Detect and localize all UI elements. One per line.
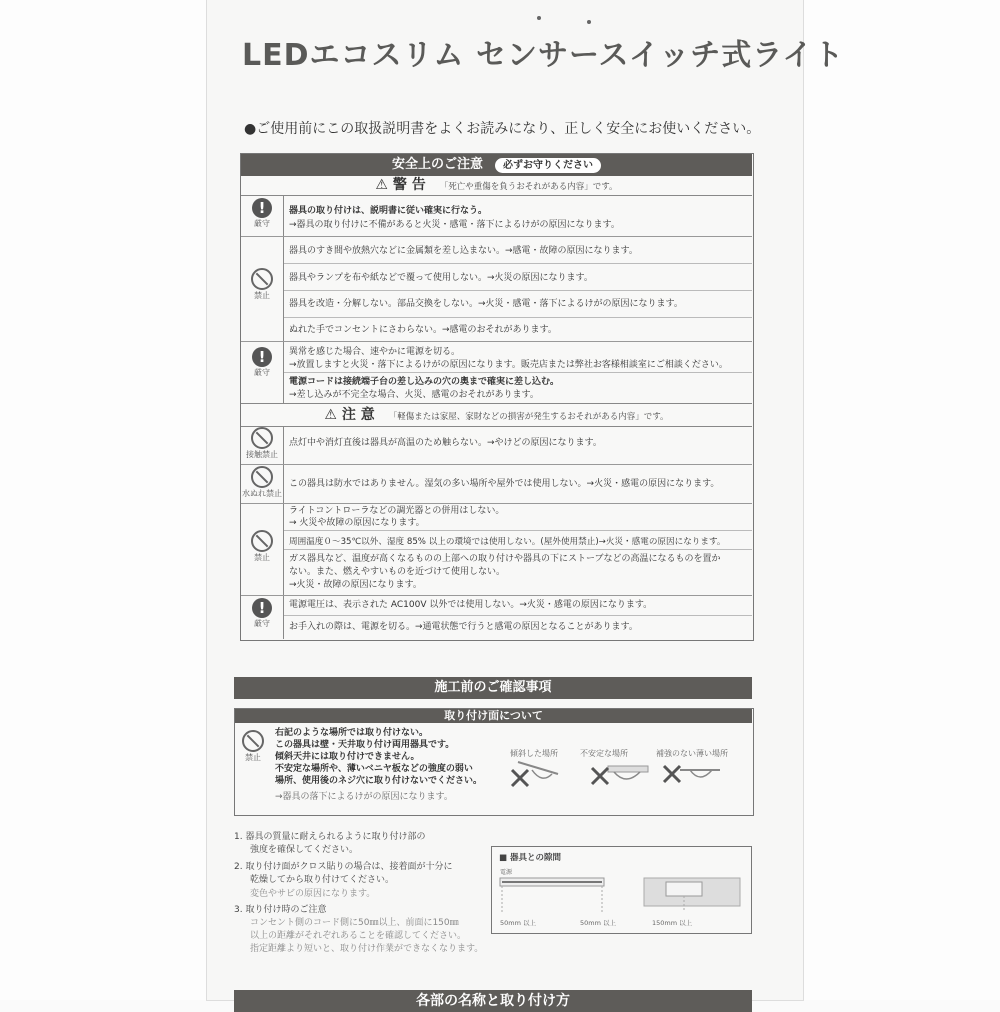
mandatory-icon-cell (243, 598, 281, 629)
step-3-line1: 3. 取り付け時のご注意 (234, 905, 327, 915)
warning-row-3: 器具やランプを布や紙などで覆って使用しない。→火災の原因になります。 (289, 273, 593, 283)
clearance-dim-1: 50mm 以上 (500, 919, 537, 927)
caution-row-1: 点灯中や消灯直後は器具が高温のため触らない。→やけどの原因になります。 (289, 438, 602, 448)
warning-header (241, 176, 752, 196)
warning-title: ⚠ 警 告 (375, 177, 426, 193)
exclamation-icon: ! (252, 598, 272, 618)
row-divider (284, 372, 752, 373)
row-divider (284, 317, 752, 318)
prohibited-icon-cell (243, 530, 281, 563)
clearance-dim-3: 150mm 以上 (652, 919, 693, 927)
warning-row-4: 器具を改造・分解しない。部品交換をしない。→火災・感電・落下によるけがの原因になります。 (289, 299, 683, 309)
mounting-line-2: この器具は壁・天井取り付け両用器具です。 (275, 740, 455, 750)
page-title: LEDエコスリム センサースイッチ式ライト (242, 38, 845, 73)
exclamation-icon: ! (252, 347, 272, 367)
row-divider (284, 290, 752, 291)
caution-row-7: お手入れの際は、電源を切る。→通電状態で行うと感電の原因となることがあります。 (289, 622, 638, 632)
caution-row-5-line3: →火災・故障の原因になります。 (289, 580, 422, 590)
background-right (803, 0, 1000, 1000)
warning-row-1-title: 器具の取り付けは、説明書に従い確実に行なう。 (289, 206, 488, 216)
no-touch-icon-cell (243, 427, 281, 460)
mounting-line-1: 右記のような場所では取り付けない。 (275, 728, 429, 738)
safety-header (241, 154, 752, 176)
intro-text: ●ご使用前にこの取扱説明書をよくお読みになり、正しく安全にお使いください。 (244, 121, 761, 137)
row-divider (284, 263, 752, 264)
clearance-diagram (494, 872, 748, 922)
prohibited-icon-cell (238, 730, 268, 763)
warning-row-5: ぬれた手でコンセントにさわらない。→感電のおそれがあります。 (289, 325, 557, 335)
sloped-ceiling-illustration (512, 762, 558, 786)
punch-hole (537, 16, 541, 20)
prohibited-icon (242, 730, 264, 752)
clearance-title: ■ 器具との隙間 (499, 853, 561, 863)
caution-row-5-line1: ガス器具など、温度が高くなるものの上部への取り付けや器具の下にストーブなどの高温になるものを置か (289, 554, 721, 564)
warning-row-2: 器具のすき間や放熱穴などに金属類を差し込まない。→感電・故障の原因になります。 (289, 246, 638, 256)
caution-row-3-detail: → 火災や故障の原因になります。 (289, 518, 425, 528)
icon-label: 接触禁止 (246, 450, 278, 459)
icon-label: 禁止 (245, 753, 261, 762)
caution-row-6: 電源電圧は、表示された AC100V 以外では使用しない。→火災・感電の原因になります。 (289, 600, 653, 610)
mandatory-icon-cell (243, 347, 281, 378)
step-3-line2: コンセント側のコード側に50㎜以上、前面に150㎜ (250, 918, 459, 928)
unstable-place-illustration (592, 766, 648, 784)
prohibited-icon-cell (243, 268, 281, 301)
step-2-line3: 変色やサビの原因になります。 (250, 889, 376, 899)
icon-label: 禁止 (254, 553, 270, 562)
no-water-icon-cell (241, 466, 283, 499)
prohibited-icon (251, 268, 273, 290)
warning-row-6-title: 異常を感じた場合、速やかに電源を切る。 (289, 347, 461, 357)
safety-header-title: 安全上のご注意 (391, 157, 483, 172)
punch-hole (587, 20, 591, 24)
row-divider (284, 615, 752, 616)
prohibited-icon (251, 427, 273, 449)
exclamation-icon: ! (252, 198, 272, 218)
parts-header: 各部の名称と取り付け方 (234, 990, 752, 1012)
mounting-line-5: 場所、使用後のネジ穴に取り付けないでください。 (275, 776, 483, 786)
safety-header-pill: 必ずお守りください (495, 158, 601, 173)
caution-row-2: この器具は防水ではありません。湿気の多い場所や屋外では使用しない。→火災・感電の原因になります。 (289, 479, 720, 489)
clearance-dim-2: 50mm 以上 (580, 919, 617, 927)
icon-column-divider (283, 426, 284, 639)
row-divider (241, 341, 752, 342)
caution-header (241, 403, 752, 427)
row-divider (241, 236, 752, 237)
row-divider (241, 595, 752, 596)
place-label-unstable: 不安定な場所 (580, 749, 628, 758)
row-divider (284, 530, 752, 531)
mounting-surface-header: 取り付け面について (235, 709, 752, 723)
place-label-sloped: 傾斜した場所 (510, 749, 558, 758)
thin-unreinforced-illustration (664, 766, 720, 782)
mounting-illustrations (508, 760, 748, 796)
caution-row-3-title: ライトコントローラなどの調光器との併用はしない。 (289, 506, 505, 516)
icon-label: 厳守 (254, 368, 270, 377)
caution-title: ⚠ 注 意 (324, 407, 375, 423)
step-2-line2: 乾燥してから取り付けてください。 (250, 875, 395, 885)
place-label-thin: 補強のない薄い場所 (656, 749, 728, 758)
caution-row-4: 周囲温度０～35℃以外、湿度 85% 以上の環境では使用しない。(屋外使用禁止)→火災・感電の原因になります。 (289, 537, 726, 547)
pre-install-header: 施工前のご確認事項 (234, 677, 752, 699)
mounting-line-4: 不安定な場所や、薄いベニヤ板などの強度の弱い (275, 764, 473, 774)
mounting-line-3: 傾斜天井には取り付けできません。 (275, 752, 420, 762)
caution-note: 「軽傷または家屋、家財などの損害が発生するおそれがある内容」です。 (388, 412, 669, 422)
step-2-line1: 2. 取り付け面がクロス貼りの場合は、接着面が十分に (234, 862, 453, 872)
warning-row-6-detail: →放置しますと火災・落下によるけがの原因になります。販売店または弊社お客様相談室にご相談ください。 (289, 360, 728, 370)
row-divider (284, 549, 752, 550)
icon-label: 厳守 (254, 619, 270, 628)
mounting-line-6: →器具の落下によるけがの原因になります。 (275, 792, 453, 802)
step-3-line4: 指定距離より短いと、取り付け作業ができなくなります。 (250, 944, 484, 954)
warning-note: 「死亡や重傷を負うおそれがある内容」です。 (439, 182, 618, 192)
warning-row-1-detail: →器具の取り付けに不備があると火災・感電・落下によるけがの原因になります。 (289, 220, 620, 230)
clearance-label-top: 電源 (500, 869, 513, 876)
prohibited-icon (251, 530, 273, 552)
warning-row-7-title: 電源コードは接続端子台の差し込みの穴の奥まで確実に差し込む。 (289, 377, 560, 387)
icon-label: 厳守 (254, 219, 270, 228)
step-3-line3: 以上の距離がそれぞれあることを確認してください。 (250, 931, 467, 941)
prohibited-icon (251, 466, 273, 488)
warning-row-7-detail: →差し込みが不完全な場合、火災、感電のおそれがあります。 (289, 390, 539, 400)
caution-row-5-line2: ない。また、燃えやすいものを近づけて使用しない。 (289, 567, 506, 577)
mandatory-icon-cell (243, 198, 281, 229)
step-1-line2: 強度を確保してください。 (250, 845, 359, 855)
step-1-line1: 1. 器具の質量に耐えられるように取り付け部の (234, 832, 426, 842)
row-divider (241, 464, 752, 465)
row-divider (241, 503, 752, 504)
background-left (0, 0, 207, 1000)
icon-label: 禁止 (254, 291, 270, 300)
icon-label: 水ぬれ禁止 (242, 489, 282, 498)
